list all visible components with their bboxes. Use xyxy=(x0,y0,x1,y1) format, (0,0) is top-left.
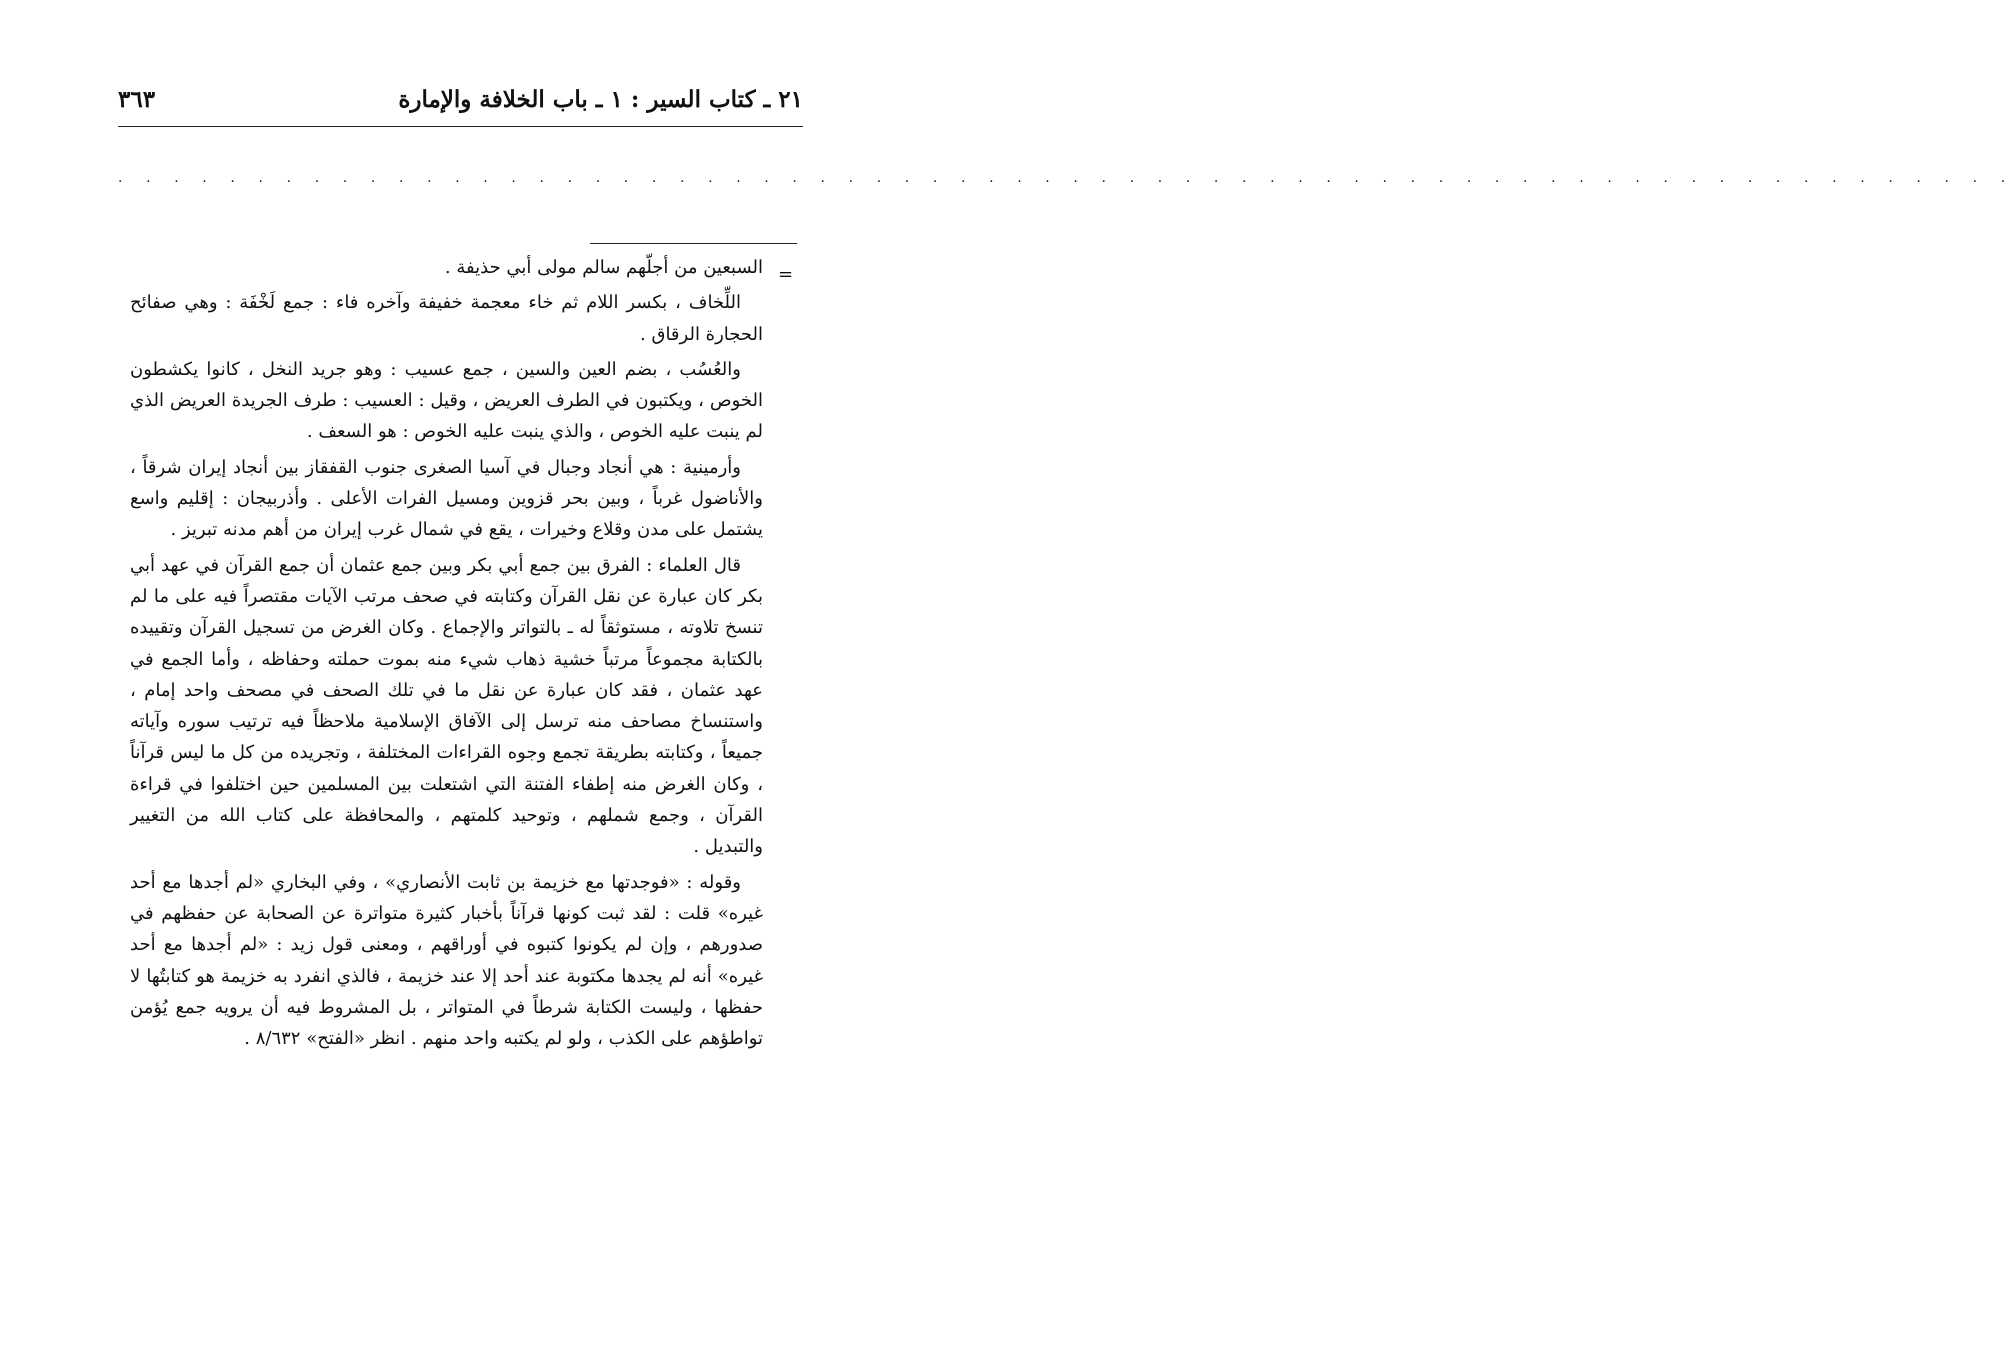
footnote-text xyxy=(130,252,763,1054)
footnote-paragraph: وقوله : «فوجدتها مع خزيمة بن ثابت الأنصاري» ، وفي البخاري «لم أجدها مع أحد غيره» قلت : لقد ثبت كونها قرآناً بأخبار كثيرة متواترة عن الصحابة عن حفظهم في صدورهم ، وإن لم يكونوا كتبوه في أوراقهم ، ومعنى قول زيد : «لم أجدها مع أحد غيره» أنه لم يجدها مكتوبة عند أحد إلا عند خزيمة ، فالذي انفرد به خزيمة هو كتابتُها لا حفظها ، وليست الكتابة شرطاً في المتواتر ، بل المشروط فيه أن يرويه جمع يُؤمن تواطؤهم على الكذب ، ولو لم يكتبه واحد منهم . انظر «الفتح» ٨/٦٣٢ . xyxy=(130,871,763,1050)
continuation-mark: = xyxy=(778,264,794,285)
page-number: ٣٦٣ xyxy=(118,86,156,113)
footnote-paragraph: والعُسُب ، بضم العين والسين ، جمع عسيب : وهو جريد النخل ، كانوا يكشطون الخوص ، ويكتبون في الطرف العريض ، وقيل : العسيب : طرف الجريدة العريض الذي لم ينبت عليه الخوص ، والذي ينبت عليه الخوص : هو السعف . xyxy=(130,358,763,443)
running-header xyxy=(118,82,803,122)
footnote-paragraph: قال العلماء : الفرق بين جمع أبي بكر وبين جمع عثمان أن جمع القرآن في عهد أبي بكر كان عبارة عن نقل القرآن وكتابته في صحف مرتب الآيات مقتصراً فيه على ما لم تنسخ تلاوته ، مستوثقاً له ـ بالتواتر والإجماع . وكان الغرض من تسجيل القرآن وتقييده بالكتابة مجموعاً مرتباً خشية ذهاب شيء منه بموت حملته وحفاظه ، وأما الجمع في عهد عثمان ، فقد كان عبارة عن نقل ما في تلك الصحف في مصحف واحد إمام ، واستنساخ مصاحف منه ترسل إلى الآفاق الإسلامية ملاحظاً فيه ترتيب سوره وآياته جميعاً ، وكتابته بطريقة تجمع وجوه القراءات المختلفة ، وتجريده من كل ما ليس قرآناً ، وكان الغرض منه إطفاء الفتنة التي اشتعلت بين المسلمين حين اختلفوا في قراءة القرآن ، وجمع شملهم ، وتوحيد كلمتهم ، والمحافظة على كتاب الله من التغيير والتبديل . xyxy=(130,554,763,858)
footnote-rule xyxy=(590,243,797,244)
footnote-paragraph: السبعين من أجلّهم سالم مولى أبي حذيفة . xyxy=(444,257,763,278)
footnote-paragraph: اللِّخاف ، بكسر اللام ثم خاء معجمة خفيفة وآخره فاء : جمع لَخْفَة : وهي صفائح الحجارة الرقاق . xyxy=(130,292,763,345)
header-rule xyxy=(118,126,803,127)
dotted-separator: . . . . . . . . . . . . . . . . . . . . . . . . . . . . . . . . . . . . . . . . . . . . . . . . . . . . . . . . . . . . . . . . . . . . xyxy=(118,170,2015,186)
footnote-paragraph: وأرمينية : هي أنجاد وجبال في آسيا الصغرى جنوب القفقاز بين أنجاد إيران شرقاً ، والأناضول غرباً ، وبين بحر قزوين ومسيل الفرات الأعلى . وأذربيجان : إقليم واسع يشتمل على مدن وقلاع وخيرات ، يقع في شمال غرب إيران من أهم مدنه تبريز . xyxy=(130,456,763,541)
chapter-title: ٢١ ـ كتاب السير : ١ ـ باب الخلافة والإمارة xyxy=(398,86,803,113)
